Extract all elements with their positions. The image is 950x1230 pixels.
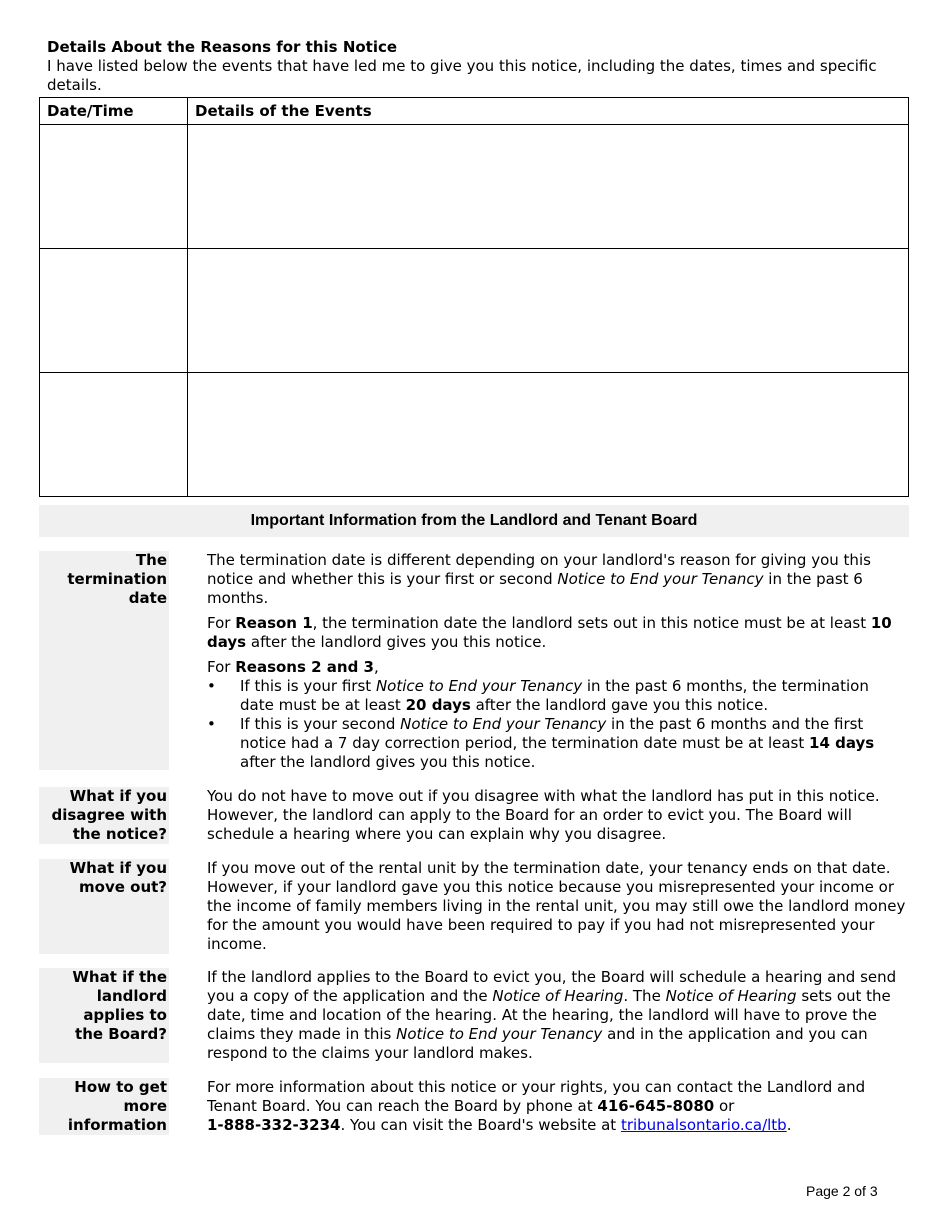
list-item: • If this is your second Notice to End your Tenancy in the past 6 months and the first notice had a 7 day correction period, the termination date must be at least 14 days after the landlord gives you this notice. xyxy=(207,715,875,771)
header-datetime: Date/Time xyxy=(40,98,188,125)
label-line: termination xyxy=(67,570,167,588)
details-cell[interactable] xyxy=(188,125,909,249)
label-line: the Board? xyxy=(75,1025,167,1043)
disagree-label xyxy=(39,787,169,844)
header-details: Details of the Events xyxy=(188,98,909,125)
label-line: applies to xyxy=(83,1006,167,1024)
events-table xyxy=(39,97,909,497)
label-line: information xyxy=(67,1116,167,1134)
label-line: the notice? xyxy=(72,825,167,843)
section-title: Details About the Reasons for this Notice xyxy=(47,38,398,56)
more-info-text: For more information about this notice or your rights, you can contact the Landlord and Tenant Board. You can reach the Board by phone at 416-645-8080 or 1-888-332-3234. You can visit the Board's website at tribunalsontario.ca/ltb. xyxy=(207,1078,866,1134)
label-line: What if you xyxy=(69,787,167,805)
table-row xyxy=(40,249,909,373)
table-row xyxy=(40,373,909,497)
datetime-cell[interactable] xyxy=(40,125,188,249)
label-line: What if you xyxy=(69,859,167,877)
bullet-icon: • xyxy=(207,677,216,695)
move-out-text: If you move out of the rental unit by the termination date, your tenancy ends on that date. However, if your landlord gave you this notice because you misrepresented your income or the income of family members living in the rental unit, you may still owe the landlord money for the amount you would have been required to pay if you had not misrepresented your income. xyxy=(207,859,906,953)
applies-text: If the landlord applies to the Board to evict you, the Board will schedule a hearing and send you a copy of the application and the Notice of Hearing. The Notice of Hearing sets out the date, time and location of the hearing. At the hearing, the landlord will have to prove the claims they made in this Notice to End your Tenancy and in the application and you can respond to the claims your landlord makes. xyxy=(207,968,897,1062)
bullet-icon: • xyxy=(207,715,216,733)
label-line: date xyxy=(128,589,167,607)
table-header-row xyxy=(40,98,909,125)
label-line: more xyxy=(123,1097,167,1115)
label-line: What if the xyxy=(72,968,167,986)
move-out-label xyxy=(39,859,169,954)
label-line: The xyxy=(135,551,167,569)
phone-number: 416-645-8080 xyxy=(597,1097,715,1115)
applies-label xyxy=(39,968,169,1063)
list-item: • If this is your first Notice to End your Tenancy in the past 6 months, the termination date must be at least 20 days after the landlord gave you this notice. xyxy=(207,677,869,714)
termination-label xyxy=(39,551,169,770)
more-info-label xyxy=(39,1078,169,1135)
termination-paragraph-1: The termination date is different depending on your landlord's reason for giving you this notice and whether this is your first or second Notice to End your Tenancy in the past 6 months. xyxy=(207,551,871,607)
label-line: landlord xyxy=(96,987,167,1005)
phone-number: 1-888-332-3234 xyxy=(207,1116,341,1134)
termination-list xyxy=(207,677,907,772)
page-number: Page 2 of 3 xyxy=(806,1183,878,1199)
website-link[interactable]: tribunalsontario.ca/ltb xyxy=(620,1116,787,1134)
termination-paragraph-3: For Reasons 2 and 3, xyxy=(207,658,379,676)
datetime-cell[interactable] xyxy=(40,249,188,373)
details-cell[interactable] xyxy=(188,373,909,497)
label-line: How to get xyxy=(74,1078,167,1096)
disagree-text: You do not have to move out if you disagree with what the landlord has put in this notice. However, the landlord can apply to the Board for an order to evict you. The Board will schedule a hearing where you can explain why you disagree. xyxy=(207,787,880,843)
termination-content xyxy=(207,551,907,772)
label-line: disagree with xyxy=(51,806,167,824)
table-row xyxy=(40,125,909,249)
section-intro: I have listed below the events that have led me to give you this notice, including the dates, times and specific details. xyxy=(47,57,877,94)
label-line: move out? xyxy=(79,878,167,896)
datetime-cell[interactable] xyxy=(40,373,188,497)
termination-paragraph-2: For Reason 1, the termination date the landlord sets out in this notice must be at least 10 days after the landlord gives you this notice. xyxy=(207,614,892,651)
info-banner: Important Information from the Landlord and Tenant Board xyxy=(39,505,909,537)
details-cell[interactable] xyxy=(188,249,909,373)
